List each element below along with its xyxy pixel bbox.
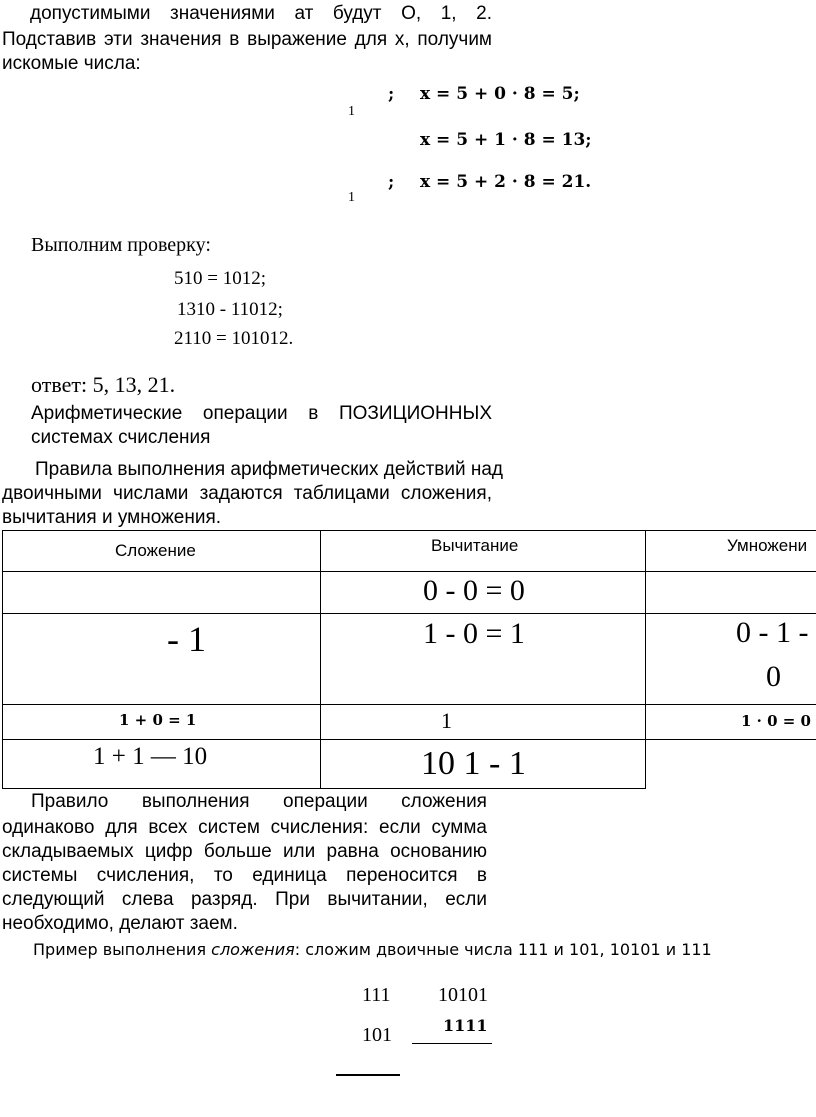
word: равна [326,841,379,862]
word: разряд. [190,889,258,910]
header-cell [321,531,646,572]
word: в [308,403,319,424]
table-cell [646,705,816,740]
word: единица [252,865,327,886]
word: вычитании, [327,889,428,910]
cell-value: 0 [766,660,781,693]
word: всех [148,817,188,838]
table-cell [646,614,816,705]
stray-digit: 1 [348,190,355,205]
addend: 10101 [438,984,488,1006]
table-cell [3,740,321,789]
rule-line-2 [2,816,487,840]
header-cell [3,531,321,572]
header-cell [646,531,816,572]
word: задаются [199,483,283,504]
word: слева [121,889,174,910]
word: если [445,889,487,910]
header-subtraction: Вычитание [431,536,519,555]
word: одинаково [2,817,95,838]
table-row [3,614,816,705]
table-row [3,705,816,740]
word: больше [203,841,272,862]
cell-value: 0 - 1 - [736,616,809,649]
word: счисления, [96,865,195,886]
word: О, [401,3,422,24]
example-emphasis: сложения [211,940,295,959]
check-line: 1310 - 11012; [177,299,283,320]
word: двоичными [2,483,102,504]
equation-2: x = 5 + 1 · 8 = 13; [420,130,592,150]
table-cell [321,740,646,789]
word: если [379,817,421,838]
rule-line-1 [31,790,487,814]
sum-underline [336,1074,400,1076]
word: для [354,29,388,50]
word: систем [198,817,260,838]
stray-digit: 1 [348,104,355,119]
table-cell [646,572,816,614]
cell-value: 1 · 0 = 0 [741,712,811,730]
section-title [31,402,492,450]
header-multiplication: Умножени [727,536,808,555]
equation-separator: ; [388,84,395,104]
addend: 1111 [443,1016,488,1035]
word: цифр [144,841,193,862]
table-cell [3,614,321,705]
word: будут [332,3,382,24]
intro-line-2 [2,28,492,52]
cell-value: 0 - 0 = 0 [423,574,525,607]
word: сложения, [400,483,492,504]
table-row [3,572,816,614]
word: При [275,889,310,910]
intro-paragraph [30,2,492,26]
word: эти [103,29,133,50]
cell-value: - 1 [167,619,206,659]
table-cell [321,614,646,705]
example-prefix: Пример выполнения [33,940,212,959]
word: допустимыми [30,3,151,24]
word: таблицами [293,483,390,504]
cell-value: 1 + 0 = 1 [119,711,197,729]
word: ПОЗИЦИОННЫХ [339,403,492,424]
word: основанию [390,841,487,862]
word: ат [294,3,314,24]
word: Подставив [2,29,97,50]
word: системы [2,865,78,886]
word: 2. [476,3,492,24]
word: выполнения [141,791,250,812]
rule-paragraph-cont [2,816,487,936]
equation-1: x = 5 + 0 · 8 = 5; [420,84,580,104]
word: следующий [2,889,105,910]
rules-paragraph [2,458,504,530]
rule-line-3 [2,840,487,864]
check-heading: Выполним проверку: [31,234,211,256]
word: счисления: [270,817,369,838]
word: числами [113,483,189,504]
intro-line-3: искомые числа: [2,53,141,74]
word: то [213,865,233,886]
equation-separator: ; [388,172,395,192]
cell-value: 1 - 0 = 1 [423,617,525,650]
word: значения [140,29,222,50]
word: 1, [440,3,457,24]
word: Правило [31,791,109,812]
word: в [476,865,487,886]
word: в [229,29,240,50]
rule-line-6: необходимо, делают заем. [2,913,238,934]
table-cell [321,705,646,740]
check-line: 510 = 1012; [174,268,266,289]
example-heading [33,940,712,959]
table-header-row [3,531,816,572]
rules-line-3: вычитания и умножения. [2,507,222,528]
table-row [3,740,816,789]
operations-table [2,530,816,789]
table-cell [321,572,646,614]
example-suffix: : сложим двоичные числа 111 и 101, 10101 и 111 [294,940,712,959]
intro-paragraph-cont [2,28,492,76]
rules-line-2 [2,482,492,506]
rule-line-5 [2,888,487,912]
table-cell [3,572,321,614]
word: операции [283,791,368,812]
word: складываемых [2,841,134,862]
rule-line-4 [2,864,487,888]
cell-value: 1 + 1 — 10 [93,743,208,770]
rule-paragraph [31,790,487,814]
word: или [282,841,316,862]
cell-value: 10 1 - 1 [421,745,526,782]
word: х, [394,29,410,50]
table-cell [3,705,321,740]
intro-line-1 [30,2,492,26]
word: операции [202,403,288,424]
sum-underline [412,1043,492,1044]
answer: ответ: 5, 13, 21. [31,372,176,397]
section-title-line-1 [31,402,492,426]
word: получим [417,29,492,50]
word: выражение [247,29,347,50]
cell-value: 1 [441,708,452,733]
word: сложения [401,791,487,812]
equation-3: x = 5 + 2 · 8 = 21. [420,172,592,192]
word: для [105,817,138,838]
word: переносится [346,865,458,886]
word: значениями [170,3,275,24]
section-title-line-2: системах счисления [31,427,211,448]
header-addition: Сложение [115,541,196,560]
addend: 111 [362,984,391,1006]
word: сумма [431,817,487,838]
table-cell [646,740,816,789]
rules-line-1: Правила выполнения арифметических действий над [35,459,504,480]
addend: 101 [362,1024,392,1046]
check-line: 2110 = 101012. [174,328,294,349]
word: Арифметические [31,403,183,424]
